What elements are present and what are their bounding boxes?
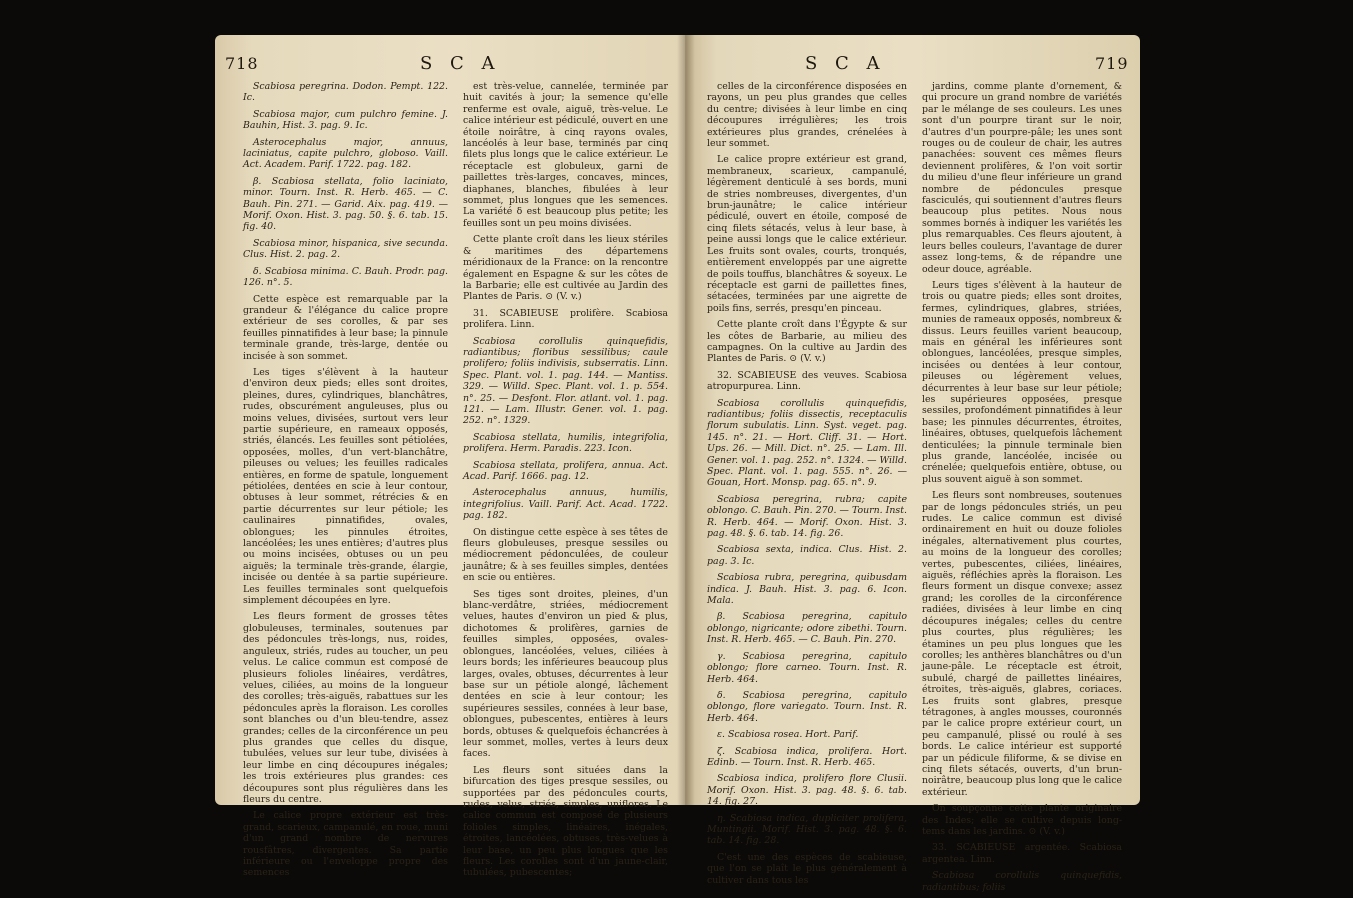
paragraph: Asterocephalus annuus, humilis, integrifolius. Vaill. Parif. Act. Acad. 1722. pag. 182.: [463, 487, 668, 522]
left-column-2: [463, 81, 668, 884]
paragraph: 33. SCABIEUSE argentée. Scabiosa argentea. Linn.: [922, 842, 1122, 865]
paragraph: Les fleurs sont nombreuses, soutenues par de longs pédoncules striés, un peu rudes. Le calice commun est divisé ordinairement en huit ou douze folioles inégales, alternativement plus courtes, au moins de la longueur des corolles; vertes, pubescentes, ciliées, linéaires, aiguës, réfléchies après la floraison. Les fleurs forment un disque convexe; assez grand; les corolles de la circonférence radiées, divisées à leur limbe en cinq découpures inégales; celles du centre plus courtes, plus régulières; les étamines un peu plus longues que les corolles; les anthères blanchâtres ou d'un jaune-pâle. Le réceptacle est étroit, subulé, chargé de paillettes linéaires, étroites, très-aiguës, glabres, coriaces. Les fruits sont glabres, presque tétragones, à angles mousses, couronnés par le calice propre extérieur court, un peu campanulé, plissé ou roulé à ses bords. Le calice intérieur est supporté par un pédicule filiforme, & se divise en cinq filets sétacés, ouverts, d'un brun-noirâtre, beaucoup plus long que le calice extérieur.: [922, 490, 1122, 798]
paragraph: est très-velue, cannelée, terminée par huit cavités à jour; la semence qu'elle renferme est ovale, aiguë, très-velue. Le calice intérieur est pédiculé, ouvert en une étoile noirâtre, à cinq rayons ovales, lancéolés à leur base, terminés par cinq filets plus longs que le calice extérieur. Le réceptacle est globuleux, garni de paillettes très-larges, concaves, minces, diaphanes, blanches, fibulées à leur sommet, plus longues que les semences. La variété δ est beaucoup plus petite; les feuilles sont un peu moins divisées.: [463, 81, 668, 229]
right-page: [685, 35, 1140, 893]
paragraph: δ. Scabiosa peregrina, capitulo oblongo, flore variegato. Tourn. Inst. R. Herb. 464.: [707, 689, 907, 724]
paragraph: Asterocephalus major, annuus, laciniatus, capite pulchro, globoso. Vaill. Act. Academ. Parif. 1722. pag. 182.: [243, 136, 448, 171]
paragraph: Scabiosa corollulis quinquefidis, radiantibus; floribus sessilibus; caule prolifero; foliis indivisis, subserratis. Linn. Spec. Plant. vol. 1. pag. 144. — Mantiss. 329. — Willd. Spec. Plant. vol. 1. p. 554. n°. 25. — Desfont. Flor. atlant. vol. 1. pag. 121. — Lam. Illustr. Gener. vol. 1. pag. 252. n°. 1329.: [463, 335, 668, 427]
right-running-head: S C A: [805, 53, 886, 74]
paragraph: η. Scabiosa indica, dupliciter prolifera, Muntingii. Morif. Hist. 3. pag. 48. §. 6. tab. 14. fig. 28.: [707, 812, 907, 847]
paragraph: Le calice propre extérieur est grand, membraneux, scarieux, campanulé, légèrement denticulé à ses bords, muni de stries nombreuses, divergentes, d'un brun-jaunâtre; le calice intérieur pédiculé, ouvert en étoile, composé de cinq filets sétacés, velus à leur base, à peine aussi longs que le calice extérieur. Les fruits sont ovales, courts, tronqués, entièrement enveloppés par une aigrette de poils touffus, blanchâtres & soyeux. Le réceptacle est garni de paillettes fines, sétacées, terminées par une aigrette de poils fins, serrés, presqu'en pinceau.: [707, 154, 907, 314]
paragraph: Scabiosa corollulis quinquefidis, radiantibus; foliis dissectis, receptaculis florum subulatis. Linn. Syst. veget. pag. 145. n°. 21. — Hort. Cliff. 31. — Hort. Ups. 26. — Mill. Dict. n°. 25. — Lam. Ill. Gener. vol. 1. pag. 252. n°. 1324. — Willd. Spec. Plant. vol. 1. pag. 555. n°. 26. — Gouan, Hort. Monsp. pag. 65. n°. 9.: [707, 397, 907, 489]
paragraph: γ. Scabiosa peregrina, capitulo oblongo; flore carneo. Tourn. Inst. R. Herb. 464.: [707, 650, 907, 685]
paragraph: 31. SCABIEUSE prolifère. Scabiosa prolifera. Linn.: [463, 307, 668, 331]
paragraph: Scabiosa minor, hispanica, sive secunda. Clus. Hist. 2. pag. 2.: [243, 237, 448, 261]
paragraph: Scabiosa peregrina. Dodon. Pempt. 122. Ic.: [243, 81, 448, 104]
paragraph: On distingue cette espèce à ses têtes de fleurs globuleuses, presque sessiles ou médiocrement pédonculées, de couleur jaunâtre; & à ses feuilles simples, dentées en scie ou entières.: [463, 526, 668, 584]
open-book: [215, 35, 1140, 893]
paragraph: celles de la circonférence disposées en rayons, un peu plus grandes que celles du centre; divisées à leur limbe en cinq découpures irrégulières; les trois extérieures plus grandes, crénelées à leur sommet.: [707, 81, 907, 150]
paragraph: Scabiosa stellata, prolifera, annua. Act. Acad. Parif. 1666. pag. 12.: [463, 459, 668, 482]
paragraph: Scabiosa stellata, humilis, integrifolia, prolifera. Herm. Paradis. 223. Icon.: [463, 431, 668, 455]
paragraph: jardins, comme plante d'ornement, & qui procure un grand nombre de variétés par le mélange de ses couleurs. Les unes sont d'un pourpre tirant sur le noir, d'autres d'un pourpre-pâle; les unes sont rouges ou de couleur de chair, les autres panachées: souvent ces mêmes fleurs deviennent prolifères, & l'on voit sortir du milieu d'une fleur inférieure un grand nombre de pédoncules presque fasciculés, qui soutiennent d'autres fleurs beaucoup plus petites. Nous nous sommes bornés à indiquer les variétés les plus remarquables. Ces fleurs ajoutent, à leurs belles couleurs, l'avantage de durer assez long-tems, & de répandre une odeur douce, agréable.: [922, 81, 1122, 275]
paragraph: Ses tiges sont droites, pleines, d'un blanc-verdâtre, striées, médiocrement velues, hautes d'environ un pied & plus, dichotomes & prolifères, garnies de feuilles simples, opposées, ovales-oblongues, lancéolées, velues, ciliées à leurs bords; les inférieures beaucoup plus larges, ovales, obtuses, décurrentes à leur base sur un pétiole alongé, lâchement dentées en scie à leur contour; les supérieures sessiles, connées à leur base, oblongues, pubescentes, entières à leurs bords, obtuses & quelquefois échancrées à leur sommet, molles, vertes à leurs deux faces.: [463, 588, 668, 760]
paragraph: Cette espèce est remarquable par la grandeur & l'élégance du calice propre extérieur de ses corolles, & par ses feuilles pinnatifides à leur base; la pinnule terminale grande, très-large, dentée ou incisée à son sommet.: [243, 293, 448, 362]
paragraph: Scabiosa indica, prolifero flore Clusii. Morif. Oxon. Hist. 3. pag. 48. §. 6. tab. 14. fig. 27.: [707, 773, 907, 808]
right-column-1: [707, 81, 907, 891]
paragraph: δ. Scabiosa minima. C. Bauh. Prodr. pag. 126. n°. 5.: [243, 265, 448, 289]
right-page-number: 719: [1095, 54, 1129, 73]
right-column-2: [922, 81, 1122, 898]
left-page: [215, 35, 685, 879]
paragraph: β. Scabiosa stellata, folio laciniato, minor. Tourn. Inst. R. Herb. 465. — C. Bauh. Pin. 271. — Garid. Aix. pag. 419. — Morif. Oxon. Hist. 3. pag. 50. §. 6. tab. 15. fig. 40.: [243, 175, 448, 233]
paragraph: On soupçonne cette plante originaire des Indes; elle se cultive depuis long-tems dans les jardins. ⊙ (V. v.): [922, 803, 1122, 837]
paragraph: ε. Scabiosa rosea. Hort. Parif.: [717, 729, 859, 741]
paragraph: Scabiosa peregrina, rubra; capite oblongo. C. Bauh. Pin. 270. — Tourn. Inst. R. Herb. 464. — Morif. Oxon. Hist. 3. pag. 48. §. 6. tab. 14. fig. 26.: [707, 493, 907, 540]
paragraph: Les fleurs sont situées dans la bifurcation des tiges presque sessiles, ou supportées par des pédoncules courts, rudes, velus, striés, simples, uniflores. Le calice commun est composé de plusieurs folioles simples, linéaires, inégales, étroites, lancéolées, obtuses, très-velues à leur base, un peu plus longues que les fleurs. Les corolles sont d'un jaune-clair, tubulées, pubescentes;: [463, 764, 668, 879]
left-running-head: S C A: [420, 53, 501, 74]
paragraph: Le calice propre extérieur est très-grand, scarieux, campanulé, en roue, muni d'un grand nombre de nervures rousfâtres, divergentes. Sa partie inférieure ou l'enveloppe propre des semences: [243, 810, 448, 879]
book-gutter: [677, 35, 695, 805]
paragraph: ζ. Scabiosa indica, prolifera. Hort. Edinb. — Tourn. Inst. R. Herb. 465.: [707, 745, 907, 768]
paragraph: Cette plante croît dans les lieux stériles & maritimes des départemens méridionaux de la France: on la rencontre également en Espagne & sur les côtes de la Barbarie; elle est cultivée au Jardin des Plantes de Paris. ⊙ (V. v.): [463, 234, 668, 303]
paragraph: 32. SCABIEUSE des veuves. Scabiosa atropurpurea. Linn.: [707, 369, 907, 393]
paragraph: Scabiosa corollulis quinquefidis, radiantibus; foliis: [922, 870, 1122, 893]
paragraph: Scabiosa major, cum pulchro femine. J. Bauhin, Hist. 3. pag. 9. Ic.: [243, 108, 448, 132]
paragraph: Cette plante croît dans l'Égypte & sur les côtes de Barbarie, au milieu des campagnes. On la cultive au Jardin des Plantes de Paris. ⊙ (V. v.): [707, 319, 907, 365]
left-column-1: [243, 81, 448, 884]
paragraph: Les fleurs forment de grosses têtes globuleuses, terminales, soutenues par des pédoncules très-longs, nus, roides, anguleux, striés, rudes au toucher, un peu velus. Le calice commun est composé de plusieurs folioles linéaires, verdâtres, velues, ciliées, au moins de la longueur des corolles; très-aiguës, rabattues sur les pédoncules après la floraison. Les corolles sont blanches ou d'un bleu-tendre, assez grandes; celles de la circonférence un peu plus grandes que celles du disque, tubulées, velues sur leur tube, divisées à leur limbe en cinq découpures inégales; les trois extérieures plus grandes: ces découpures sont plus régulières dans les fleurs du centre.: [243, 611, 448, 805]
paragraph: Scabiosa rubra, peregrina, quibusdam indica. J. Bauh. Hist. 3. pag. 6. Icon. Mala.: [707, 572, 907, 607]
paragraph: Les tiges s'élèvent à la hauteur d'environ deux pieds; elles sont droites, pleines, dures, cylindriques, blanchâtres, rudes, obscurément anguleuses, plus ou moins velues, divisées, surtout vers leur partie supérieure, en rameaux opposés, striés, élancés. Les feuilles sont pétiolées, opposées, molles, d'un vert-blanchâtre, pileuses ou velues; les feuilles radicales entières, en forme de spatule, longuement pétiolées, dentées en scie à leur contour, obtuses à leur sommet, rétrécies & en partie décurrentes sur leur pétiole; les caulinaires pinnatifides, ovales, oblongues; les pinnules étroites, lancéolées; les unes entières; d'autres plus ou moins incisées, obtuses ou un peu aiguës; la terminale très-grande, élargie, incisée ou dentée à sa partie supérieure. Les feuilles terminales sont quelquefois simplement découpées en lyre.: [243, 366, 448, 607]
paragraph: C'est une des espèces de scabieuse, que l'on se plaît le plus généralement à cultiver dans tous les: [707, 851, 907, 886]
paragraph: β. Scabiosa peregrina, capitulo oblongo, nigricante; odore zibethi. Tourn. Inst. R. Herb. 465. — C. Bauh. Pin. 270.: [707, 611, 907, 646]
left-page-number: 718: [225, 54, 259, 73]
paragraph: Leurs tiges s'élèvent à la hauteur de trois ou quatre pieds; elles sont droites, fermes, cylindriques, glabres, striées, munies de rameaux opposés, nombreux & dissus. Leurs feuilles varient beaucoup, mais en général les inférieures sont oblongues, lancéolées, presque simples, incisées ou dentées à leur contour, pileuses ou légèrement velues, décurrentes à leur base sur leur pétiole; les supérieures opposées, presque sessiles, profondément pinnatifides à leur base; les pinnules décurrentes, étroites, linéaires, obtuses, quelquefois lâchement denticulées; la pinnule terminale bien plus grande, lancéolée, incisée ou crénelée; quelquefois entière, obtuse, ou plus souvent aiguë à son sommet.: [922, 279, 1122, 485]
paragraph: Scabiosa sexta, indica. Clus. Hist. 2. pag. 3. Ic.: [707, 544, 907, 567]
